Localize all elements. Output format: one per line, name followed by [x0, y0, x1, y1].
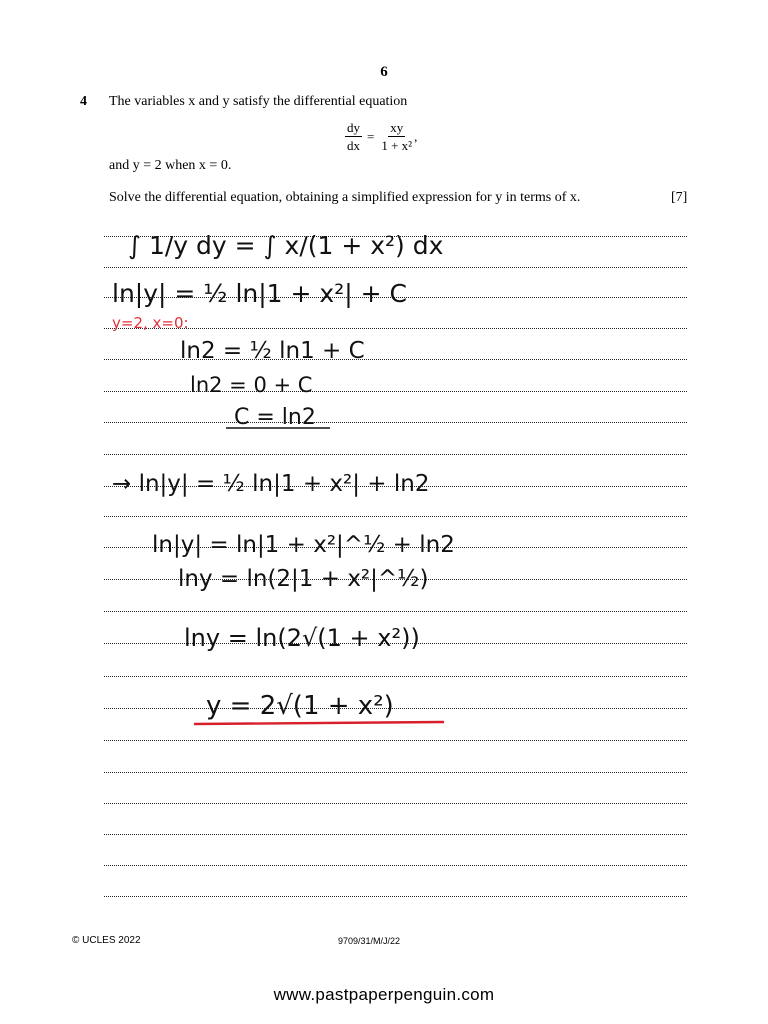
condition-annotation: y=2, x=0:: [112, 314, 189, 332]
working-line-2: ln|y| = ½ ln|1 + x²| + C: [112, 279, 407, 308]
working-line-4: ln2 = 0 + C: [190, 373, 313, 397]
equation-comma: ,: [414, 128, 418, 144]
rhs-denominator: 1 + x²: [381, 138, 413, 153]
lhs-numerator: dy: [347, 120, 360, 135]
equals-sign: =: [367, 128, 375, 144]
question-instruction: Solve the differential equation, obtaining a simplified expression for y in terms of x.: [109, 190, 581, 205]
initial-condition: and y = 2 when x = 0.: [109, 158, 232, 173]
working-line-8: lny = ln(2|1 + x²|^½): [178, 566, 429, 592]
question-marks: [7]: [671, 190, 688, 205]
copyright-notice: © UCLES 2022: [72, 935, 141, 946]
question-text: The variables x and y satisfy the differential equation: [109, 94, 408, 109]
working-line-5: C = ln2: [234, 405, 316, 430]
final-answer: y = 2√(1 + x²): [206, 691, 394, 721]
working-line-1: ∫ 1/y dy = ∫ x/(1 + x²) dx: [128, 231, 444, 260]
paper-code: 9709/31/M/J/22: [338, 936, 401, 946]
working-line-6: → ln|y| = ½ ln|1 + x²| + ln2: [112, 471, 430, 497]
working-line-7: ln|y| = ln|1 + x²|^½ + ln2: [152, 532, 455, 558]
working-line-9: lny = ln(2√(1 + x²)): [184, 624, 420, 652]
question-number: 4: [80, 94, 87, 109]
lhs-denominator: dx: [347, 138, 360, 153]
working-line-3: ln2 = ½ ln1 + C: [180, 338, 365, 364]
rhs-numerator: xy: [390, 120, 404, 135]
answer-underline: [194, 722, 444, 724]
page-number: 6: [380, 64, 388, 80]
website-watermark: www.pastpaperpenguin.com: [273, 985, 495, 1004]
